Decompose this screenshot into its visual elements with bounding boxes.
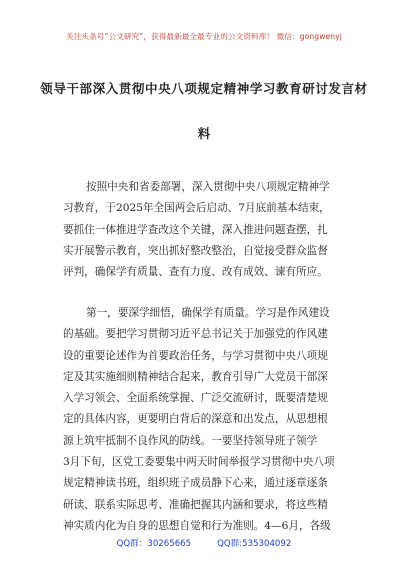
- header-banner: 关注头条号“公文研究”，获得最新最全最专业的公文资料库！ 微信：gongwenyj: [66, 32, 342, 41]
- paragraph-line: 按照中央和省委部署，深入贯彻中央八项规定精神学: [86, 181, 330, 193]
- paragraph-line: 3月下旬，区党工委要集中两天时间举报学习贯彻中央八项: [63, 456, 335, 469]
- footer-qq-group-1: QQ群：30265665: [116, 539, 192, 549]
- paragraph-line: 评判，确保学有质量、查有力度、改有成效、谏有所应。: [63, 266, 328, 279]
- paragraph-line: 入学习领会、全面系统掌握、广泛交流研讨，既要清楚规: [63, 392, 328, 405]
- paragraph-line: 源上筑牢抵制不良作风的防线。一要坚持领导班子领学: [63, 434, 318, 447]
- footer-qq-group-2: QQ群:535304092: [217, 539, 292, 549]
- document-title-line-1: 领导干部深入贯彻中央八项规定精神学习教育研讨发言材: [40, 81, 368, 96]
- paragraph-line: 实开展警示教育，突出抓好整改整治，自觉接受群众监督: [63, 244, 328, 257]
- paragraph-line: 的基础。要把学习贯彻习近平总书记关于加强党的作风建: [63, 328, 328, 341]
- document-title-line-2: 料: [197, 126, 211, 141]
- paragraph-line: 研读、联系实际思考、准确把握其内涵和要求，将这些精: [63, 498, 328, 511]
- paragraph-line: 习教育，于2025年全国两会后启动、7月底前基本结束，: [63, 202, 330, 215]
- paragraph-1: [63, 177, 353, 283]
- paragraph-line: 定的具体内容，更要明白背后的深意和出发点，从思想根: [63, 413, 328, 426]
- paragraph-line: 规定精神读书班，组织班子成员静下心来，通过逐章逐条: [63, 477, 328, 490]
- paragraph-2: [63, 303, 353, 537]
- footer-contact: [0, 537, 408, 549]
- paragraph-line: 设的重要论述作为首要政治任务，与学习贯彻中央八项规: [63, 349, 328, 362]
- paragraph-line: 第一，要深学细悟，确保学有质量。学习是作风建设: [86, 307, 330, 319]
- paragraph-line: 定及其实施细则精神结合起来，教育引导广大党员干部深: [63, 370, 328, 383]
- paragraph-line: 要抓住一体推进学查改这个关键，深入推进问题查摆，扎: [63, 223, 328, 236]
- paragraph-line: 神实质内化为自身的思想自觉和行为准则。4—6月，各级: [63, 519, 331, 532]
